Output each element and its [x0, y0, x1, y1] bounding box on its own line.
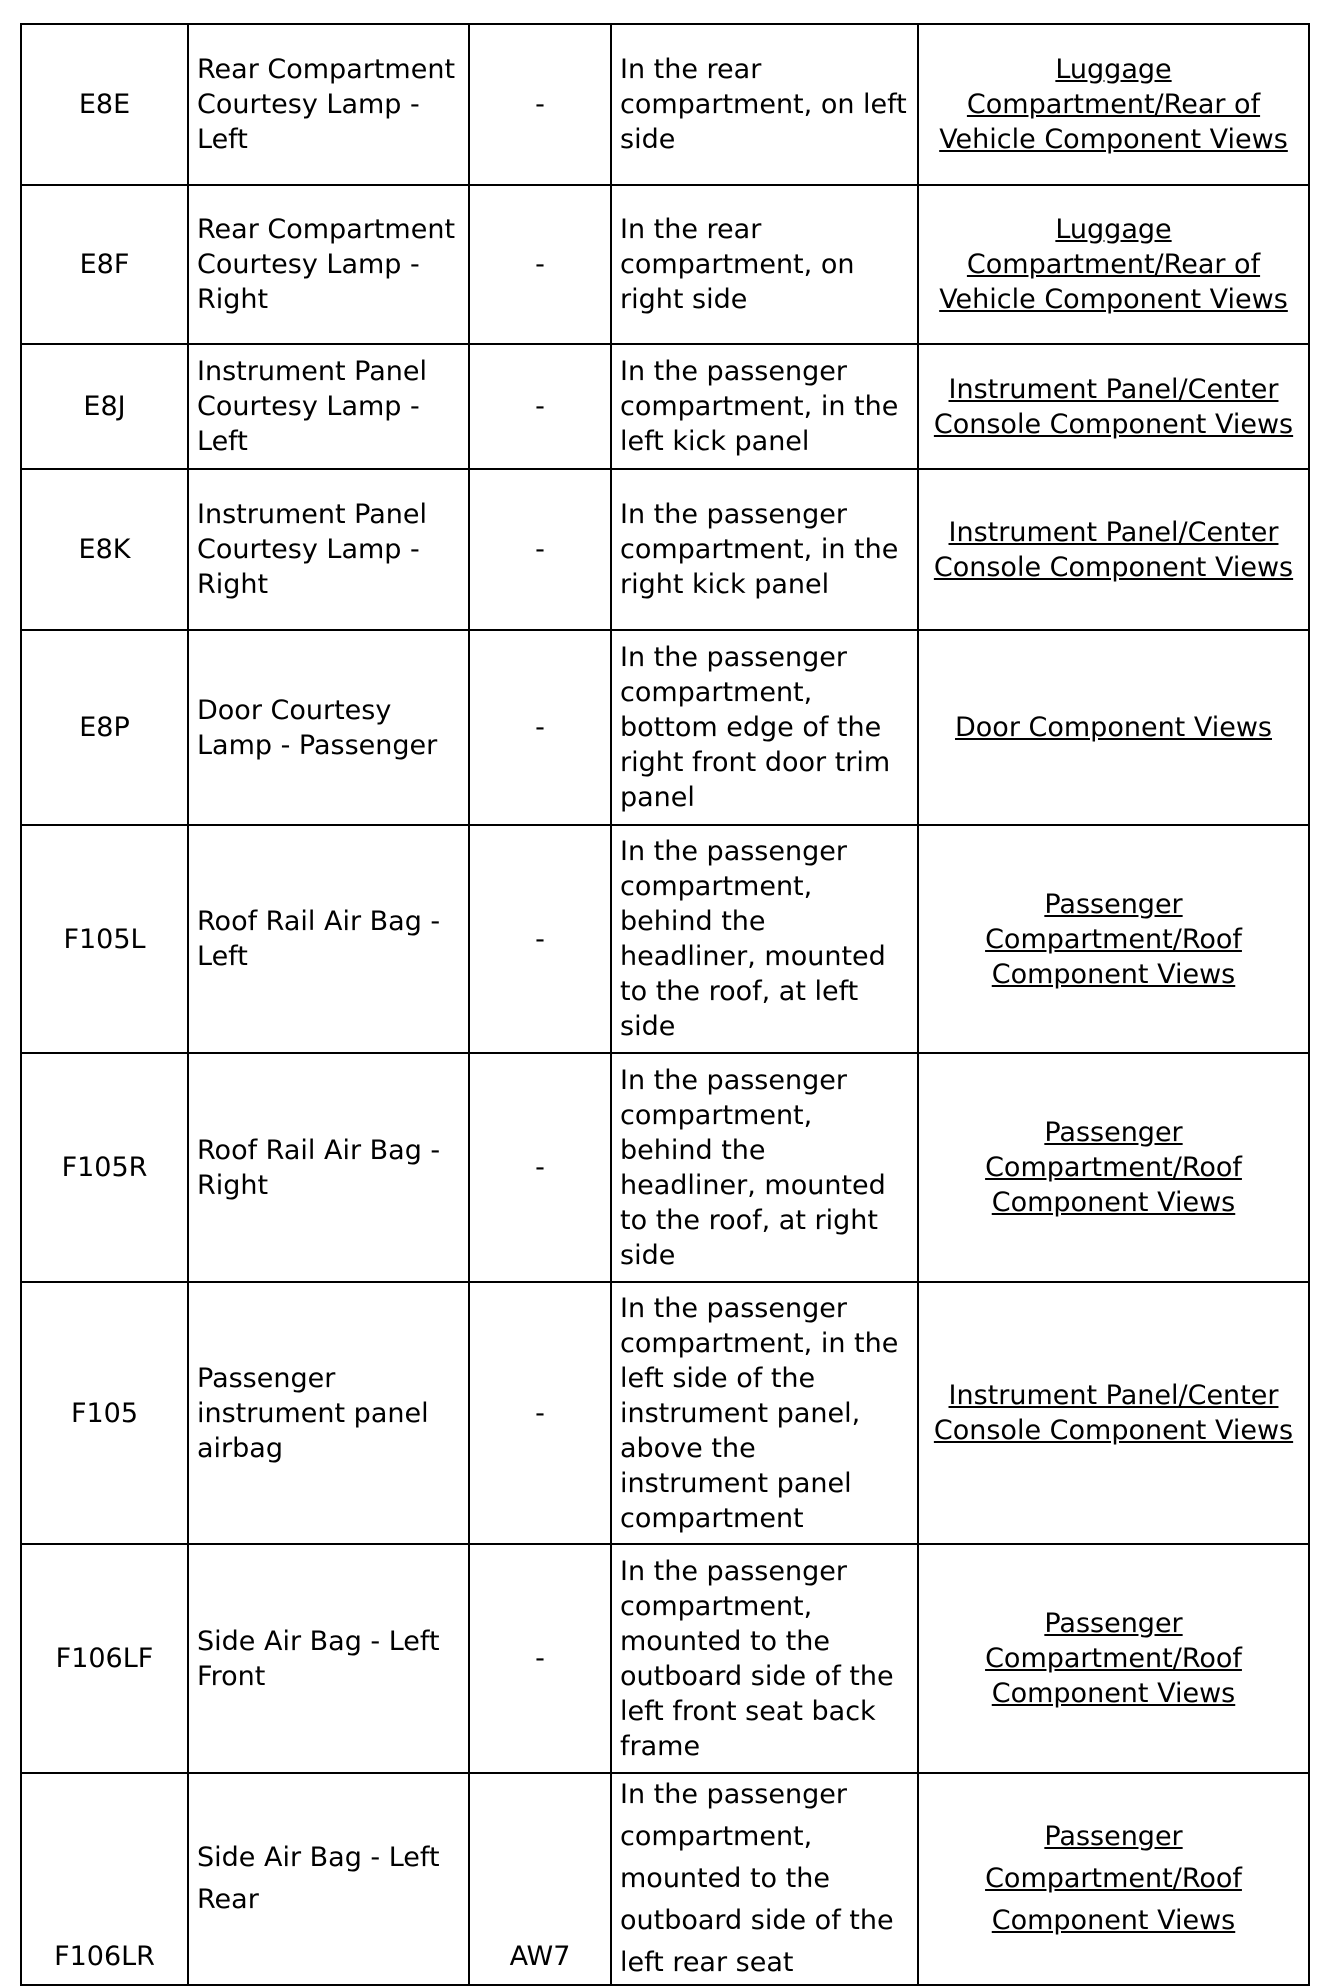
component-view-link[interactable]: Instrument Panel/Center Console Component Views [933, 516, 1294, 583]
component-view-cell [918, 185, 1309, 344]
table-row [21, 1773, 1309, 1985]
table-row [21, 24, 1309, 185]
table-row [21, 185, 1309, 344]
component-view-cell [918, 24, 1309, 185]
component-description: Side Air Bag - Left Rear [188, 1773, 469, 1985]
component-view-cell [918, 1282, 1309, 1544]
component-id: E8P [21, 630, 188, 825]
table-row [21, 630, 1309, 825]
component-view-cell [918, 630, 1309, 825]
component-view-link[interactable]: Door Component Views [955, 712, 1272, 743]
option-code: - [469, 1053, 611, 1282]
component-id: F105 [21, 1282, 188, 1544]
component-view-cell [918, 469, 1309, 630]
component-view-link[interactable]: Luggage Compartment/Rear of Vehicle Component Views [939, 214, 1288, 315]
table-row [21, 1053, 1309, 1282]
component-description: Door Courtesy Lamp - Passenger [188, 630, 469, 825]
component-id: E8K [21, 469, 188, 630]
component-id: E8E [21, 24, 188, 185]
component-location: In the rear compartment, on right side [611, 185, 918, 344]
table-row [21, 825, 1309, 1053]
option-code: - [469, 825, 611, 1053]
component-view-link[interactable]: Passenger Compartment/Roof Component Views [985, 1821, 1242, 1936]
component-description: Instrument Panel Courtesy Lamp - Right [188, 469, 469, 630]
component-id: F105L [21, 825, 188, 1053]
component-description: Roof Rail Air Bag - Left [188, 825, 469, 1053]
component-id: F105R [21, 1053, 188, 1282]
component-location: In the passenger compartment, behind the headliner, mounted to the roof, at right side [611, 1053, 918, 1282]
component-location: In the rear compartment, on left side [611, 24, 918, 185]
option-code: - [469, 24, 611, 185]
component-locator-table [20, 23, 1310, 1986]
component-view-cell [918, 1544, 1309, 1773]
component-view-link[interactable]: Passenger Compartment/Roof Component Views [985, 888, 1242, 990]
option-code: - [469, 344, 611, 469]
component-location: In the passenger compartment, mounted to the outboard side of the left rear seat [611, 1773, 918, 1985]
component-view-cell [918, 1053, 1309, 1282]
component-view-link[interactable]: Instrument Panel/Center Console Component Views [933, 373, 1294, 440]
component-view-cell [918, 1773, 1309, 1985]
component-id: F106LR [21, 1773, 188, 1985]
component-id: E8F [21, 185, 188, 344]
table-row [21, 1282, 1309, 1544]
component-view-cell [918, 825, 1309, 1053]
component-description: Roof Rail Air Bag - Right [188, 1053, 469, 1282]
component-view-link[interactable]: Instrument Panel/Center Console Component Views [933, 1380, 1294, 1446]
component-view-link[interactable]: Luggage Compartment/Rear of Vehicle Component Views [939, 54, 1288, 155]
component-description: Instrument Panel Courtesy Lamp - Left [188, 344, 469, 469]
component-location: In the passenger compartment, bottom edge of the right front door trim panel [611, 630, 918, 825]
table-row [21, 469, 1309, 630]
component-description: Rear Compartment Courtesy Lamp - Left [188, 24, 469, 185]
component-description: Side Air Bag - Left Front [188, 1544, 469, 1773]
option-code: - [469, 630, 611, 825]
component-view-link[interactable]: Passenger Compartment/Roof Component Views [985, 1608, 1242, 1709]
component-location: In the passenger compartment, in the right kick panel [611, 469, 918, 630]
option-code: - [469, 1544, 611, 1773]
component-location: In the passenger compartment, in the left kick panel [611, 344, 918, 469]
component-location: In the passenger compartment, mounted to the outboard side of the left front seat back frame [611, 1544, 918, 1773]
component-id: F106LF [21, 1544, 188, 1773]
option-code: AW7 [469, 1773, 611, 1985]
component-view-link[interactable]: Passenger Compartment/Roof Component Views [985, 1117, 1242, 1218]
option-code: - [469, 185, 611, 344]
table-row [21, 344, 1309, 469]
component-location: In the passenger compartment, in the left side of the instrument panel, above the instrument panel compartment [611, 1282, 918, 1544]
component-description: Rear Compartment Courtesy Lamp - Right [188, 185, 469, 344]
option-code: - [469, 469, 611, 630]
option-code: - [469, 1282, 611, 1544]
component-view-cell [918, 344, 1309, 469]
component-description: Passenger instrument panel airbag [188, 1282, 469, 1544]
component-location: In the passenger compartment, behind the headliner, mounted to the roof, at left side [611, 825, 918, 1053]
component-id: E8J [21, 344, 188, 469]
table-row [21, 1544, 1309, 1773]
